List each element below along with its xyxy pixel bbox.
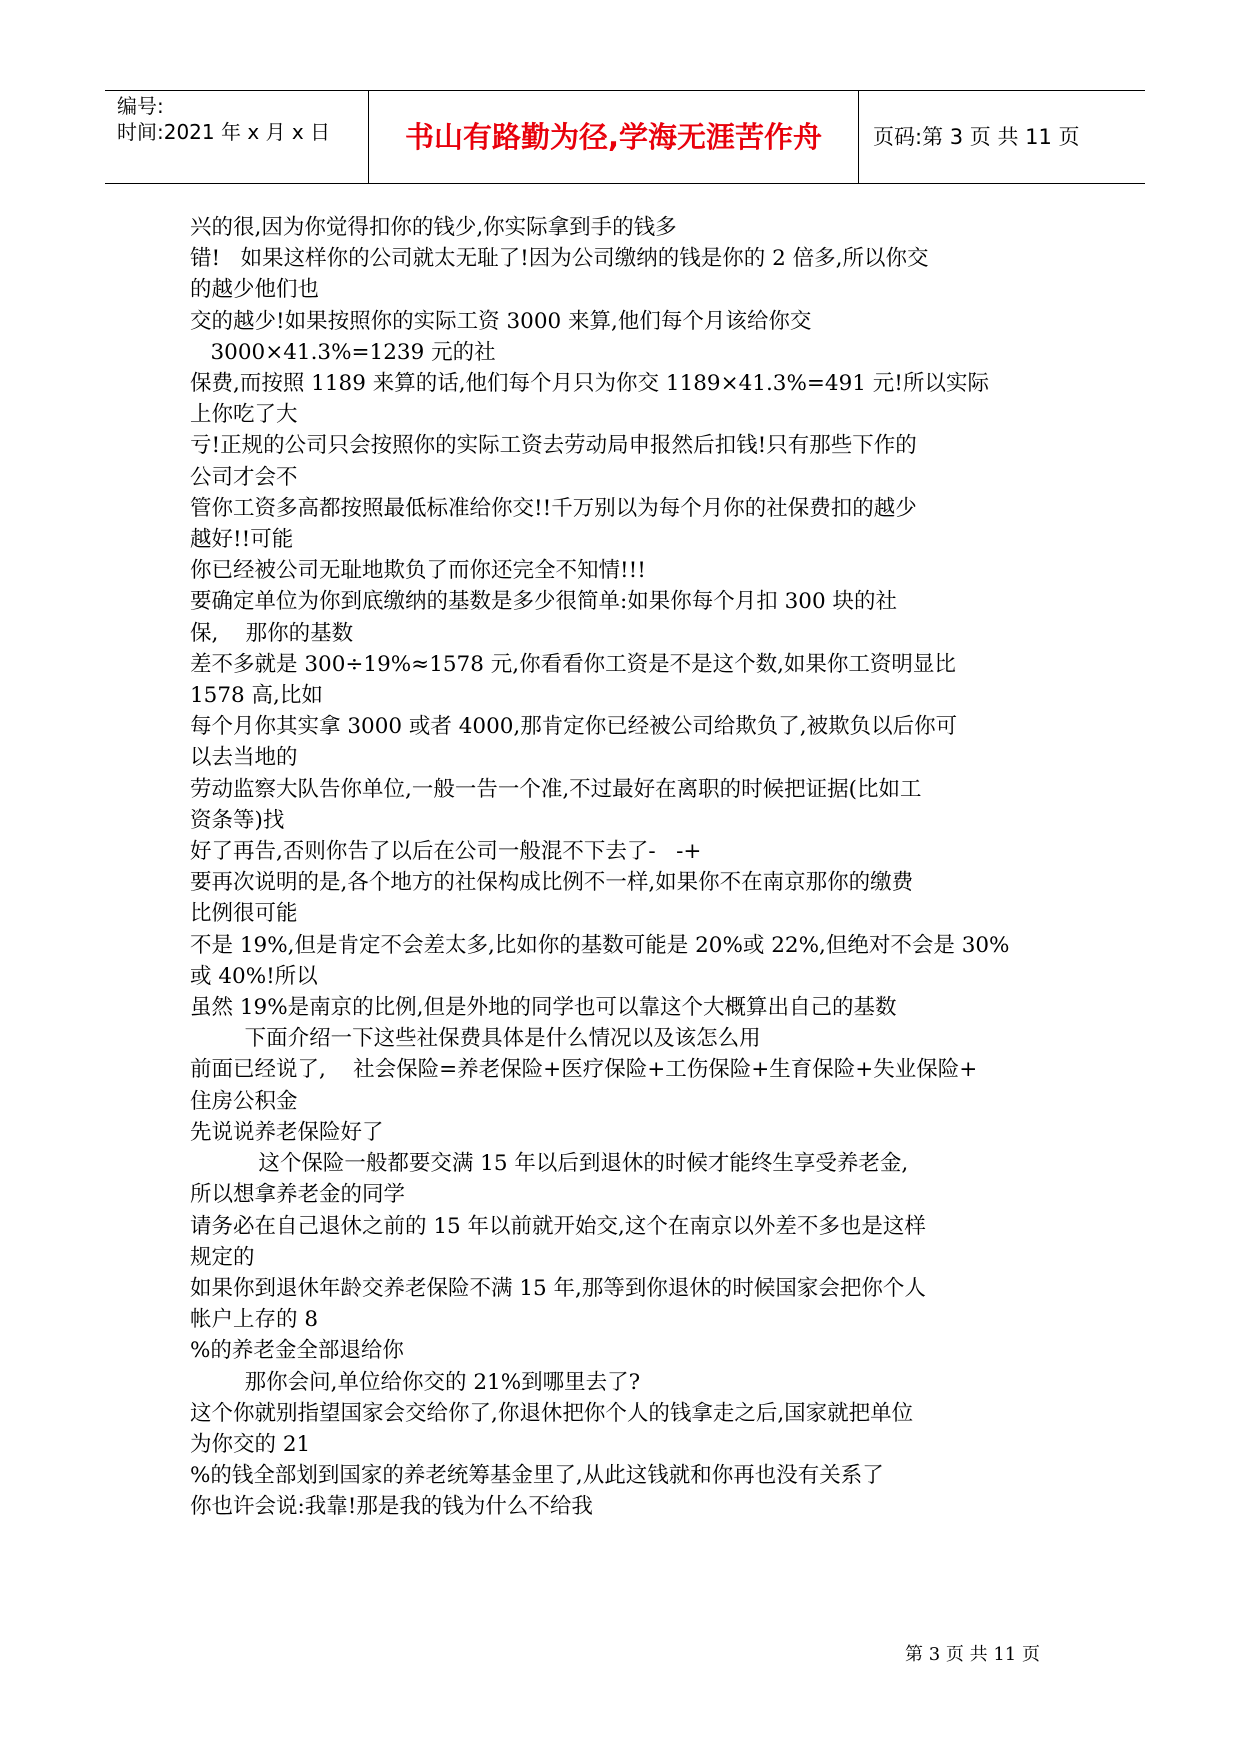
body-line: 这个保险一般都要交满 15 年以后到退休的时候才能终生享受养老金,: [190, 1151, 909, 1177]
header-motto: 书山有路勤为径,学海无涯苦作舟: [404, 120, 823, 154]
body-line: 比例很可能: [190, 901, 298, 927]
time-label: 时间:2021 年 x 月 x 日: [117, 120, 331, 144]
body-line: 规定的: [190, 1244, 255, 1270]
body-line: 1578 高,比如: [190, 683, 323, 709]
body-line: 错! 如果这样你的公司就太无耻了!因为公司缴纳的钱是你的 2 倍多,所以你交: [190, 246, 929, 272]
body-line: 虽然 19%是南京的比例,但是外地的同学也可以靠这个大概算出自己的基数: [190, 995, 897, 1021]
header-page-number: 页码:第 3 页 共 11 页: [873, 125, 1080, 149]
page-header: [105, 90, 1145, 184]
body-line: 帐户上存的 8: [190, 1307, 319, 1333]
body-line: 住房公积金: [190, 1088, 298, 1114]
body-line: 亏!正规的公司只会按照你的实际工资去劳动局申报然后扣钱!只有那些下作的: [190, 433, 917, 459]
body-line: 越好!!可能: [190, 527, 294, 553]
body-line: 保费,而按照 1189 来算的话,他们每个月只为你交 1189×41.3%=491 元!所以实际: [190, 371, 989, 397]
body-line: 如果你到退休年龄交养老保险不满 15 年,那等到你退休的时候国家会把你个人: [190, 1275, 926, 1301]
body-line: 公司才会不: [190, 464, 298, 490]
body-line: 请务必在自己退休之前的 15 年以前就开始交,这个在南京以外差不多也是这样: [190, 1213, 926, 1239]
body-line: 要确定单位为你到底缴纳的基数是多少很简单:如果你每个月扣 300 块的社: [190, 589, 897, 615]
body-line: %的养老金全部退给你: [190, 1338, 404, 1364]
body-line: 所以想拿养老金的同学: [190, 1182, 406, 1208]
body-line: 每个月你其实拿 3000 或者 4000,那肯定你已经被公司给欺负了,被欺负以后你可: [190, 714, 958, 740]
body-line: 好了再告,否则你告了以后在公司一般混不下去了- -+: [190, 839, 702, 865]
body-line: 先说说养老保险好了: [190, 1119, 384, 1145]
body-line: 为你交的 21: [190, 1431, 311, 1457]
body-line: 你已经被公司无耻地欺负了而你还完全不知情!!!: [190, 558, 646, 584]
body-line: 劳动监察大队告你单位,一般一告一个准,不过最好在离职的时候把证据(比如工: [190, 776, 922, 802]
body-line: 前面已经说了, 社会保险=养老保险+医疗保险+工伤保险+生育保险+失业保险+: [190, 1057, 978, 1083]
body-line: 保, 那你的基数: [190, 620, 354, 646]
header-meta: [117, 91, 367, 183]
serial-number-label: 编号:: [117, 94, 164, 118]
body-line: 以去当地的: [190, 745, 298, 771]
footer-page-number: 第 3 页 共 11 页: [905, 1644, 1040, 1665]
body-line: 差不多就是 300÷19%≈1578 元,你看看你工资是不是这个数,如果你工资明显比: [190, 651, 956, 677]
body-line: 3000×41.3%=1239 元的社: [190, 339, 496, 365]
body-line: 你也许会说:我靠!那是我的钱为什么不给我: [190, 1494, 593, 1520]
body-line: 兴的很,因为你觉得扣你的钱少,你实际拿到手的钱多: [190, 215, 677, 240]
body-line: 上你吃了大: [190, 402, 298, 428]
body-line: 或 40%!所以: [190, 963, 318, 989]
body-line: 不是 19%,但是肯定不会差太多,比如你的基数可能是 20%或 22%,但绝对不会是 30%: [190, 932, 1010, 958]
document-body: [190, 212, 1070, 1523]
header-divider-right: [858, 91, 859, 183]
body-line: %的钱全部划到国家的养老统筹基金里了,从此这钱就和你再也没有关系了: [190, 1463, 884, 1489]
body-line: 管你工资多高都按照最低标准给你交!!千万别以为每个月你的社保费扣的越少: [190, 495, 917, 521]
body-line: 这个你就别指望国家会交给你了,你退休把你个人的钱拿走之后,国家就把单位: [190, 1400, 914, 1426]
body-line: 下面介绍一下这些社保费具体是什么情况以及该怎么用: [190, 1026, 761, 1052]
body-line: 交的越少!如果按照你的实际工资 3000 来算,他们每个月该给你交: [190, 308, 812, 334]
body-line: 要再次说明的是,各个地方的社保构成比例不一样,如果你不在南京那你的缴费: [190, 870, 914, 896]
body-line: 那你会问,单位给你交的 21%到哪里去了?: [190, 1369, 641, 1395]
body-line: 资条等)找: [190, 807, 285, 833]
body-line: 的越少他们也: [190, 277, 320, 303]
